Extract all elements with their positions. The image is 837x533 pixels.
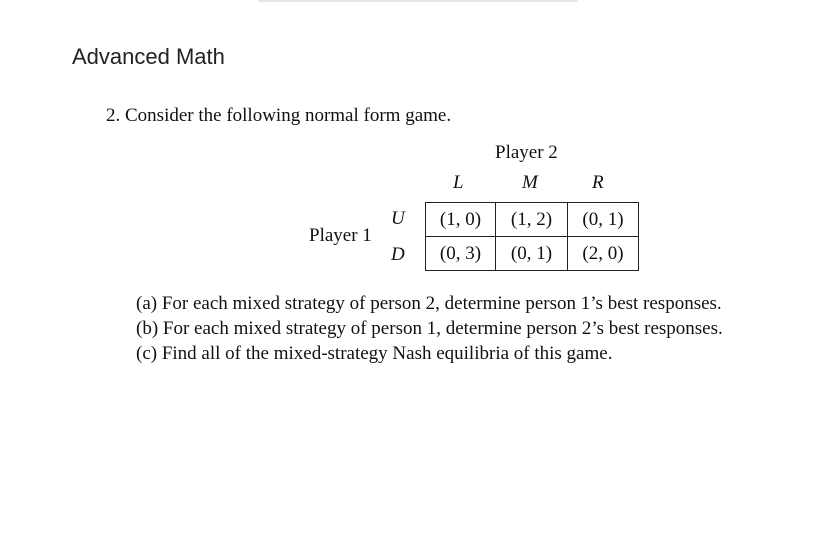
payoff-cell: (1, 0) bbox=[426, 203, 496, 237]
payoff-row-d bbox=[426, 237, 639, 271]
part-c: (c) Find all of the mixed-strategy Nash equilibria of this game. bbox=[136, 343, 613, 364]
column-label-r: R bbox=[592, 172, 604, 193]
player2-label: Player 2 bbox=[495, 142, 558, 163]
top-divider bbox=[258, 0, 578, 2]
subject-title: Advanced Math bbox=[72, 44, 225, 69]
payoff-cell: (0, 1) bbox=[496, 237, 568, 271]
player1-label: Player 1 bbox=[309, 225, 372, 246]
column-label-l: L bbox=[453, 172, 464, 193]
payoff-cell: (0, 1) bbox=[568, 203, 639, 237]
part-a: (a) For each mixed strategy of person 2, determine person 1’s best responses. bbox=[136, 293, 722, 314]
payoff-cell: (1, 2) bbox=[496, 203, 568, 237]
question-parts bbox=[136, 291, 723, 366]
row-label-d: D bbox=[391, 244, 405, 265]
payoff-matrix bbox=[425, 202, 639, 271]
column-label-m: M bbox=[522, 172, 538, 193]
question-text: 2. Consider the following normal form game. bbox=[106, 105, 452, 126]
part-b: (b) For each mixed strategy of person 1, determine person 2’s best responses. bbox=[136, 318, 723, 339]
payoff-cell: (0, 3) bbox=[426, 237, 496, 271]
payoff-cell: (2, 0) bbox=[568, 237, 639, 271]
row-label-u: U bbox=[391, 208, 405, 229]
payoff-row-u bbox=[426, 203, 639, 237]
